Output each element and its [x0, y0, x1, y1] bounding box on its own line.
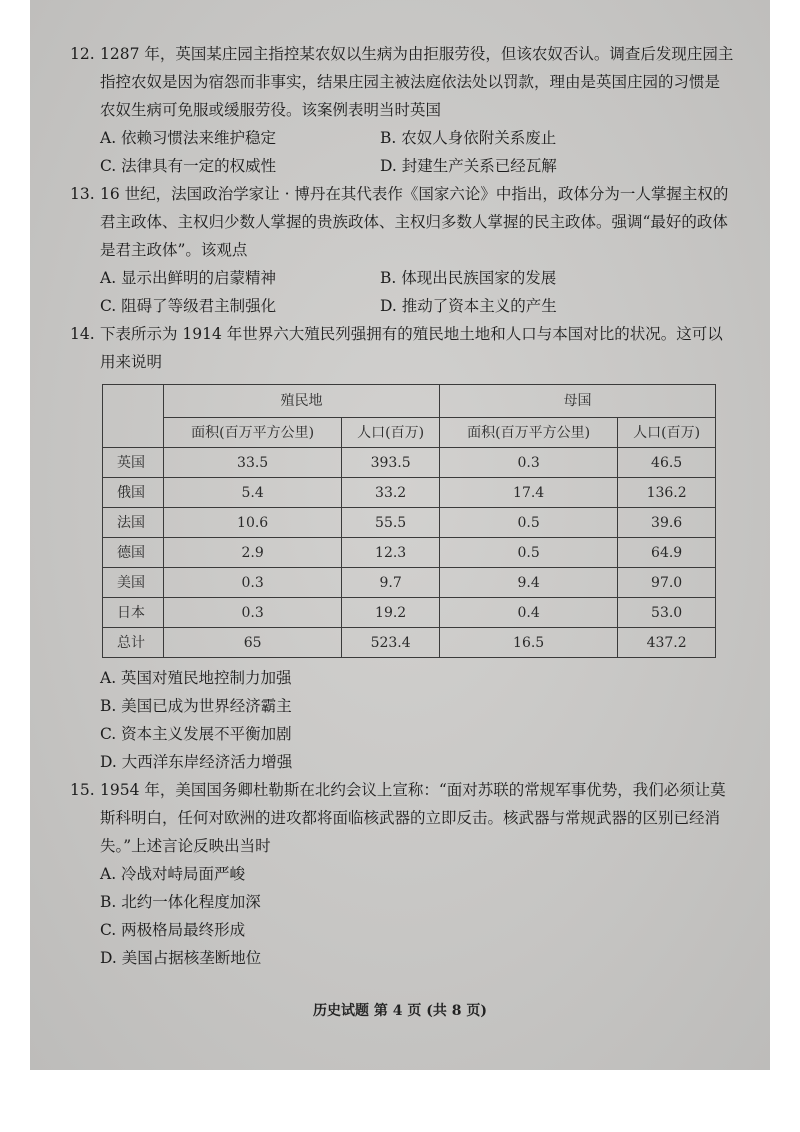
- table-cell: 64.9: [618, 538, 716, 568]
- option-a: A. 显示出鲜明的启蒙精神: [100, 269, 277, 287]
- column-header: 面积(百万平方公里): [439, 418, 617, 448]
- row-label: 美国: [103, 568, 164, 598]
- home-country-group-header: 母国: [439, 385, 715, 418]
- table-cell: 17.4: [439, 478, 617, 508]
- table-row: [103, 478, 716, 508]
- question-stem: [70, 40, 735, 124]
- question-number: 14.: [70, 325, 95, 343]
- question-13: [70, 180, 735, 320]
- option-d: D. 推动了资本主义的产生: [380, 297, 557, 315]
- question-number: 13.: [70, 185, 95, 203]
- option-b: B. 农奴人身依附关系废止: [380, 129, 557, 147]
- colony-table: [102, 384, 716, 658]
- table-cell: 97.0: [618, 568, 716, 598]
- option-a: A. 英国对殖民地控制力加强: [100, 669, 292, 687]
- table-cell: 39.6: [618, 508, 716, 538]
- question-text: 16 世纪，法国政治学家让 · 博丹在其代表作《国家六论》中指出，政体分为一人掌握主权的君主政体、主权归少数人掌握的贵族政体、主权归多数人掌握的民主政体。强调“最好的政体是君主政体”。该观点: [100, 185, 729, 259]
- option-d: D. 大西洋东岸经济活力增强: [100, 753, 293, 771]
- row-label: 德国: [103, 538, 164, 568]
- options-list: [70, 664, 735, 776]
- colony-group-header: 殖民地: [164, 385, 440, 418]
- column-header: 人口(百万): [342, 418, 440, 448]
- table-cell: 33.2: [342, 478, 440, 508]
- table-row: [103, 568, 716, 598]
- table-corner-cell: [103, 385, 164, 448]
- question-number: 15.: [70, 781, 95, 799]
- question-text: 1287 年，英国某庄园主指控某农奴以生病为由拒服劳役，但该农奴否认。调查后发现庄园主指控农奴是因为宿怨而非事实，结果庄园主被法庭依法处以罚款，理由是英国庄园的习惯是农奴生病可免服或缓服劳役。该案例表明当时英国: [100, 45, 734, 119]
- table-cell: 12.3: [342, 538, 440, 568]
- question-number: 12.: [70, 45, 95, 63]
- question-14: [70, 320, 735, 776]
- option-c: C. 资本主义发展不平衡加剧: [100, 725, 292, 743]
- table-cell: 46.5: [618, 448, 716, 478]
- table-cell: 0.3: [164, 598, 342, 628]
- table-cell: 2.9: [164, 538, 342, 568]
- question-stem: [70, 776, 735, 860]
- table-cell: 393.5: [342, 448, 440, 478]
- option-b: B. 体现出民族国家的发展: [380, 269, 557, 287]
- table-cell: 9.7: [342, 568, 440, 598]
- table-row: [103, 598, 716, 628]
- options-list: [70, 860, 735, 972]
- table-cell: 33.5: [164, 448, 342, 478]
- table-cell: 0.3: [439, 448, 617, 478]
- table-group-header-row: [103, 385, 716, 418]
- option-a: A. 冷战对峙局面严峻: [100, 865, 246, 883]
- table-cell: 55.5: [342, 508, 440, 538]
- option-a: A. 依赖习惯法来维护稳定: [100, 129, 277, 147]
- option-b: B. 北约一体化程度加深: [100, 893, 261, 911]
- row-label: 法国: [103, 508, 164, 538]
- option-c: C. 阻碍了等级君主制强化: [100, 297, 277, 315]
- question-stem: [70, 320, 735, 376]
- column-header: 面积(百万平方公里): [164, 418, 342, 448]
- row-label: 总计: [103, 628, 164, 658]
- option-b: B. 美国已成为世界经济霸主: [100, 697, 292, 715]
- table-cell: 10.6: [164, 508, 342, 538]
- table-cell: 53.0: [618, 598, 716, 628]
- table-cell: 0.5: [439, 508, 617, 538]
- table-cell: 19.2: [342, 598, 440, 628]
- option-c: C. 两极格局最终形成: [100, 921, 246, 939]
- question-stem: [70, 180, 735, 264]
- table-cell: 9.4: [439, 568, 617, 598]
- question-12: [70, 40, 735, 180]
- row-label: 俄国: [103, 478, 164, 508]
- table-cell: 136.2: [618, 478, 716, 508]
- table-total-row: [103, 628, 716, 658]
- column-header: 人口(百万): [618, 418, 716, 448]
- table-cell: 0.3: [164, 568, 342, 598]
- table-cell: 0.4: [439, 598, 617, 628]
- table-row: [103, 508, 716, 538]
- table-cell: 523.4: [342, 628, 440, 658]
- options-grid: [70, 264, 735, 320]
- question-text: 下表所示为 1914 年世界六大殖民列强拥有的殖民地土地和人口与本国对比的状况。这可以用来说明: [100, 325, 723, 371]
- options-grid: [70, 124, 735, 180]
- option-c: C. 法律具有一定的权威性: [100, 157, 277, 175]
- question-15: [70, 776, 735, 972]
- table-row: [103, 538, 716, 568]
- row-label: 日本: [103, 598, 164, 628]
- option-d: D. 封建生产关系已经瓦解: [380, 157, 557, 175]
- question-text: 1954 年，美国国务卿杜勒斯在北约会议上宣称：“面对苏联的常规军事优势，我们必须让莫斯科明白，任何对欧洲的进攻都将面临核武器的立即反击。核武器与常规武器的区别已经消失。”上述言论反映出当时: [100, 781, 726, 855]
- table-sub-header-row: [103, 418, 716, 448]
- table-cell: 437.2: [618, 628, 716, 658]
- row-label: 英国: [103, 448, 164, 478]
- table-cell: 0.5: [439, 538, 617, 568]
- table-row: [103, 448, 716, 478]
- table-cell: 5.4: [164, 478, 342, 508]
- option-d: D. 美国占据核垄断地位: [100, 949, 262, 967]
- exam-page: [70, 40, 735, 972]
- page-footer: 历史试题 第 4 页 (共 8 页): [313, 1003, 487, 1019]
- table-cell: 16.5: [439, 628, 617, 658]
- table-cell: 65: [164, 628, 342, 658]
